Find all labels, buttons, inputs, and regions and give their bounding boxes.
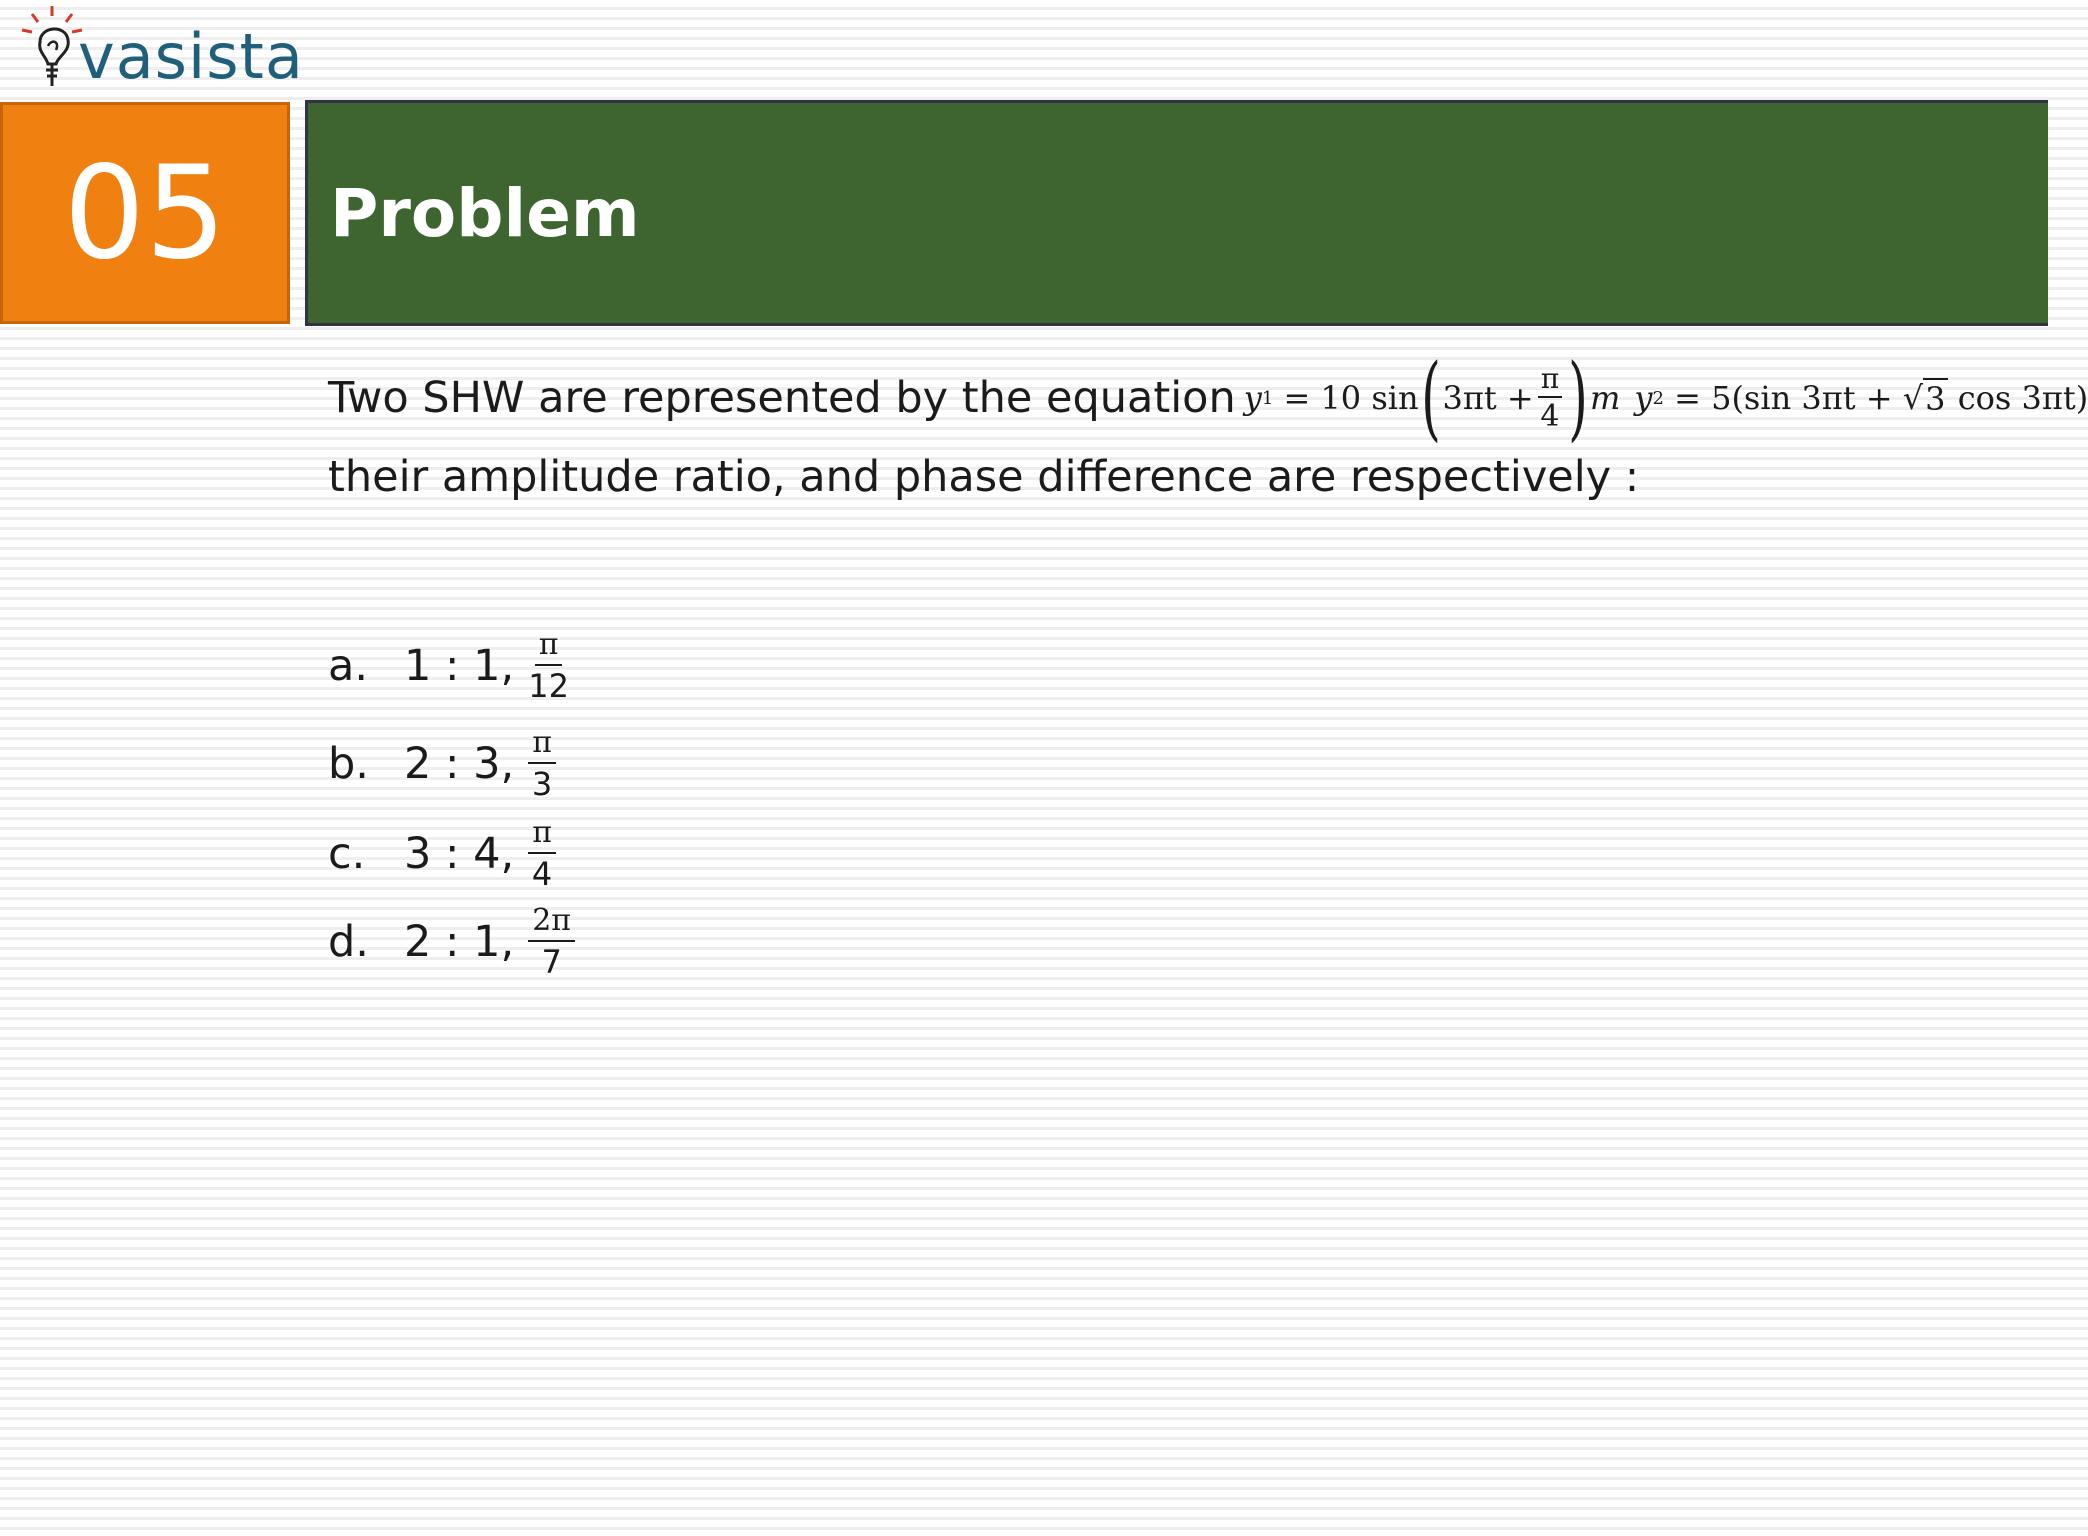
option-fraction: π 4 bbox=[528, 818, 556, 890]
option-label: a. bbox=[328, 641, 369, 691]
option-c[interactable] bbox=[328, 815, 556, 893]
option-label: c. bbox=[328, 829, 366, 879]
option-ratio: 1 : 1, bbox=[404, 641, 515, 691]
equation-y1: y 1 = 10 sin ( 3πt + $\frac{\pi}{4}$ ) m bbox=[1243, 344, 1621, 451]
option-label: d. bbox=[328, 917, 369, 967]
option-ratio: 2 : 1, bbox=[404, 917, 515, 967]
question-line-2: their amplitude ratio, and phase difference are respectively : bbox=[328, 452, 1640, 502]
question-intro: Two SHW are represented by the equation bbox=[328, 373, 1236, 423]
option-fraction: π 3 bbox=[528, 728, 556, 800]
logo-wordmark: vasista bbox=[78, 20, 304, 93]
option-label: b. bbox=[328, 739, 369, 789]
option-ratio: 3 : 4, bbox=[404, 829, 515, 879]
option-fraction: 2π 7 bbox=[528, 906, 575, 978]
problem-number: 05 bbox=[63, 138, 227, 288]
page-title: Problem bbox=[330, 175, 640, 252]
problem-number-badge bbox=[0, 102, 290, 324]
vasista-logo bbox=[18, 2, 304, 98]
equation-fraction: $\frac{\pi}{4}$ bbox=[1538, 365, 1562, 432]
option-d[interactable] bbox=[328, 903, 575, 981]
title-bar bbox=[305, 100, 2048, 326]
equation-y2: y 2 = 5(sin 3πt + √ 3 cos 3πt) bbox=[1634, 379, 2088, 418]
option-a[interactable] bbox=[328, 627, 569, 705]
option-ratio: 2 : 3, bbox=[404, 739, 515, 789]
question-line-1 bbox=[328, 344, 2088, 451]
option-b[interactable] bbox=[328, 725, 556, 803]
option-fraction: π 12 bbox=[528, 627, 569, 705]
